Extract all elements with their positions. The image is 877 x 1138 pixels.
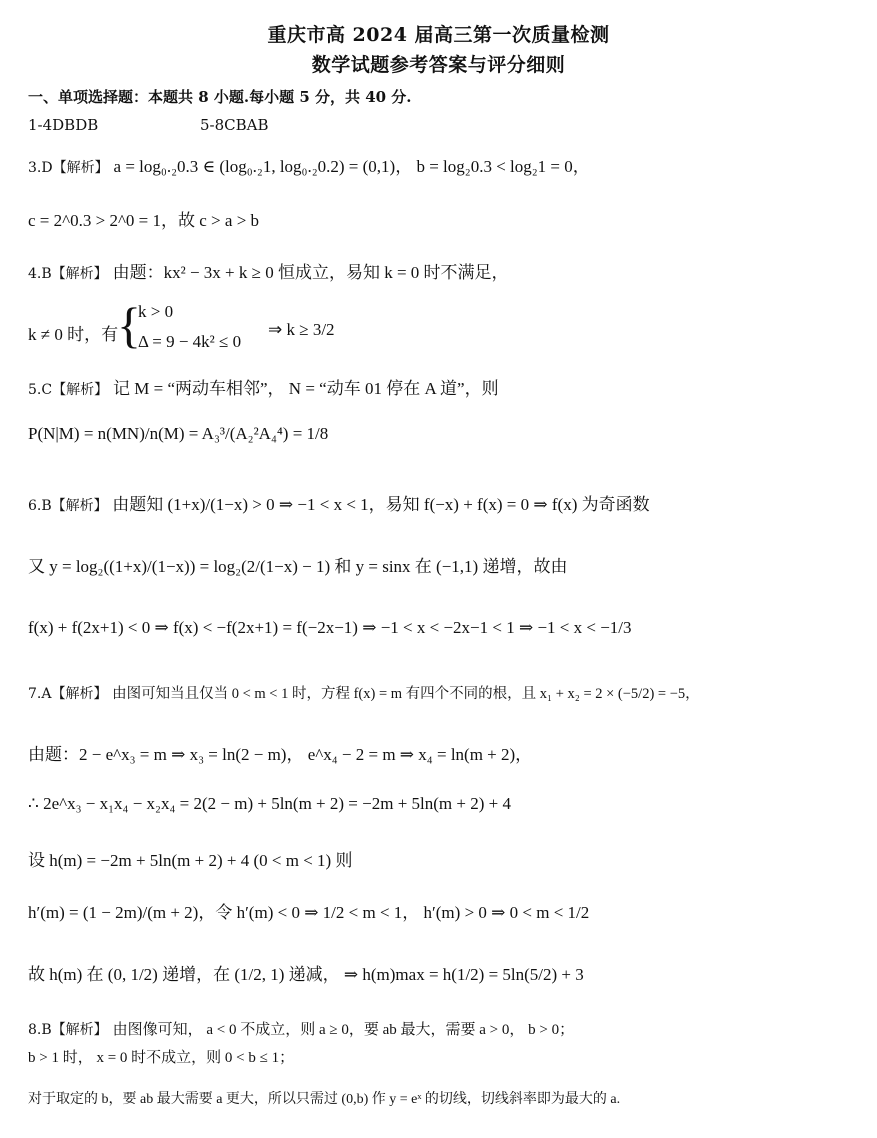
- q8-line-2: [28, 1046, 294, 1067]
- q6-line-1: [28, 490, 650, 515]
- q5-line-2: [28, 424, 328, 444]
- q6-expression-2: 又 y = log₂((1+x)/(1−x)) = log₂(2/(1−x) − 1) 和 y = sinx 在 (−1,1) 递增，故由: [28, 557, 568, 576]
- q8-expression-2: b > 1 时， x = 0 时不成立，则 0 < b ≤ 1；: [28, 1050, 295, 1066]
- q3-expression-1: a = log₀.₂0.3 ∈ (log₀.₂1, log₀.₂0.2) = (0,1)， b = log₂0.3 < log₂1 = 0，: [113, 157, 590, 176]
- q6-line-3: [28, 618, 632, 638]
- q3-line-1: [28, 152, 590, 177]
- q3-expression-2: c = 2^0.3 > 2^0 = 1，故 c > a > b: [28, 211, 260, 230]
- left-brace: {: [117, 297, 141, 353]
- section-heading: 一、单项选择题：本题共 8 小题.每小题 5 分，共 40 分.: [28, 88, 412, 106]
- q7-expression-3: ∴ 2e^x₃ − x₁x₄ − x₂x₄ = 2(2 − m) + 5ln(m + 2) = −2m + 5ln(m + 2) + 4: [28, 794, 511, 813]
- answer-key-5-8: 5-8CBAB: [200, 116, 269, 134]
- q7-line-6: [28, 960, 584, 985]
- q4-system-row-1: k > 0: [138, 302, 174, 321]
- q4-expression-1: 由题：kx² − 3x + k ≥ 0 恒成立，易知 k = 0 时不满足，: [112, 263, 509, 282]
- q8-expression-1: 由图像可知， a < 0 不成立，则 a ≥ 0，要 ab 最大，需要 a > 0， b > 0；: [112, 1022, 575, 1038]
- q7-line-4: [28, 846, 352, 871]
- q4-system-row-2: Δ = 9 − 4k² ≤ 0: [138, 332, 242, 351]
- q4-conclusion: ⇒ k ≥ 3/2: [268, 320, 335, 339]
- q8-expression-3: 对于取定的 b，要 ab 最大需要 a 更大，所以只需过 (0,b) 作 y = eˣ 的切线，切线斜率即为最大的 a.: [28, 1092, 621, 1107]
- q3-label: 3.D【解析】: [28, 160, 109, 176]
- q7-expression-2: 由题：2 − e^x₃ = m ⇒ x₃ = ln(2 − m)， e^x₄ − 2 = m ⇒ x₄ = ln(m + 2)，: [28, 745, 533, 764]
- q7-label: 7.A【解析】: [28, 686, 108, 702]
- q6-expression-1: 由题知 (1+x)/(1−x) > 0 ⇒ −1 < x < 1，易知 f(−x) + f(x) = 0 ⇒ f(x) 为奇函数: [112, 495, 650, 514]
- q7-expression-1: 由图可知当且仅当 0 < m < 1 时，方程 f(x) = m 有四个不同的根，且 x₁ + x₂ = 2 × (−5/2) = −5，: [112, 686, 700, 702]
- q5-line-1: [28, 374, 499, 399]
- q8-line-1: [28, 1018, 574, 1039]
- q7-expression-4: 设 h(m) = −2m + 5ln(m + 2) + 4 (0 < m < 1) 则: [28, 851, 353, 870]
- q5-expression-1: 记 M = “两动车相邻”， N = “动车 01 停在 A 道”，则: [113, 379, 499, 398]
- q4-prefix-text: k ≠ 0 时，有: [28, 325, 119, 344]
- q6-line-2: [28, 552, 567, 577]
- q4-prefix: [28, 320, 118, 345]
- q6-expression-3: f(x) + f(2x+1) < 0 ⇒ f(x) < −f(2x+1) = f(−2x−1) ⇒ −1 < x < −2x−1 < 1 ⇒ −1 < x < −1/3: [28, 618, 632, 637]
- q7-expression-6: 故 h(m) 在 (0, 1/2) 递增，在 (1/2, 1) 递减， ⇒ h(m)max = h(1/2) = 5ln(5/2) + 3: [28, 965, 584, 984]
- answer-key-1-4: 1-4DBDB: [28, 116, 99, 134]
- q6-label: 6.B【解析】: [28, 498, 108, 514]
- q3-line-2: [28, 206, 259, 231]
- document-title: 重庆市高 2024 届高三第一次质量检测: [267, 24, 610, 46]
- q8-label: 8.B【解析】: [28, 1022, 108, 1038]
- q5-label: 5.C【解析】: [28, 382, 109, 398]
- document-subtitle: 数学试题参考答案与评分细则: [311, 54, 566, 76]
- q7-line-1: [28, 682, 700, 703]
- q8-line-3: [28, 1088, 620, 1108]
- q7-line-2: [28, 740, 532, 765]
- q7-line-3: [28, 794, 511, 814]
- q7-expression-5: h′(m) = (1 − 2m)/(m + 2)，令 h′(m) < 0 ⇒ 1/2 < m < 1， h′(m) > 0 ⇒ 0 < m < 1/2: [28, 903, 590, 922]
- q5-expression-2: P(N|M) = n(MN)/n(M) = A₃³/(A₂²A₄⁴) = 1/8: [28, 424, 329, 443]
- q4-label: 4.B【解析】: [28, 266, 108, 282]
- q4-line-1: [28, 258, 509, 283]
- q7-line-5: [28, 898, 589, 923]
